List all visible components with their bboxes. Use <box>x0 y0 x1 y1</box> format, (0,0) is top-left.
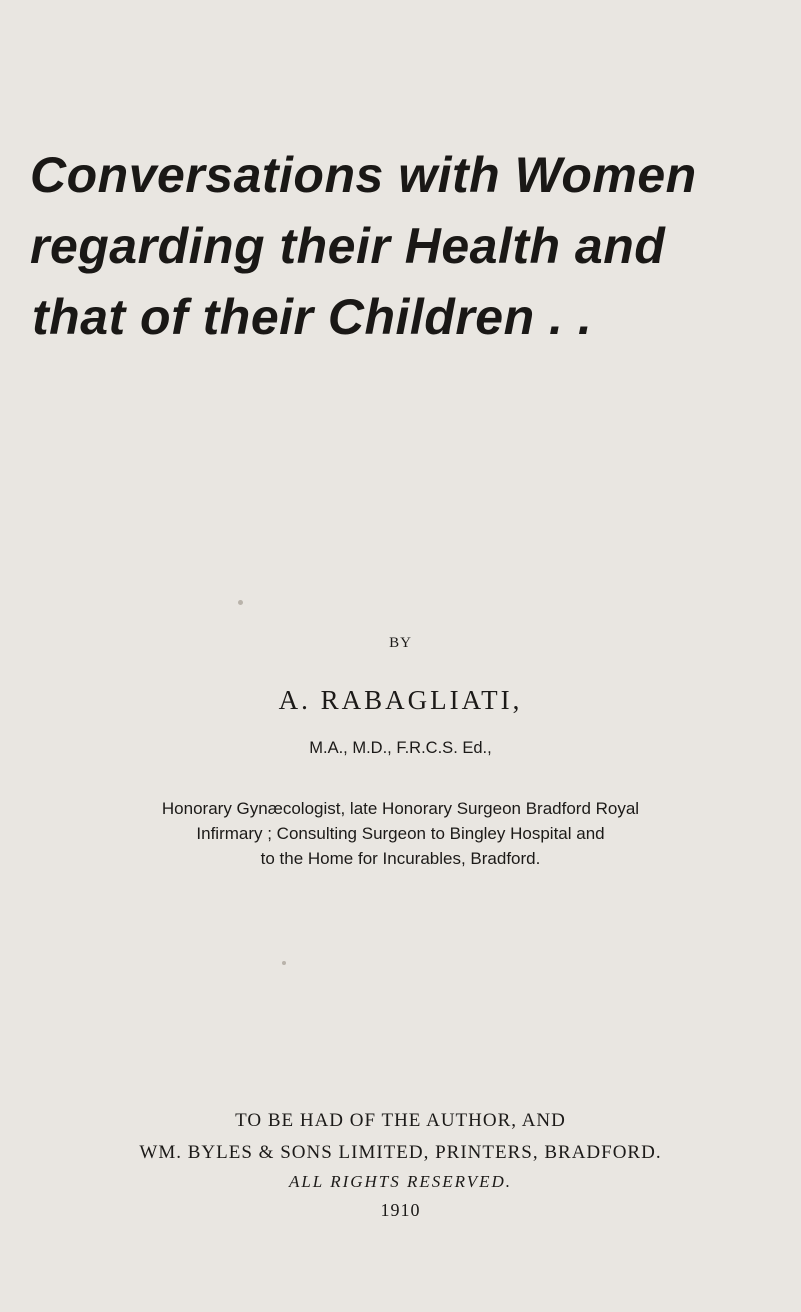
author-description <box>60 796 741 871</box>
publisher-line-1: TO BE HAD OF THE AUTHOR, AND <box>235 1110 566 1131</box>
byline: BY <box>389 635 412 651</box>
title-line-1: Conversations with Women <box>30 147 697 203</box>
paper-speck <box>238 600 243 605</box>
description-line-1: Honorary Gynæcologist, late Honorary Surgeon Bradford Royal <box>161 799 640 818</box>
description-line-3: to the Home for Incurables, Bradford. <box>260 849 541 868</box>
title-line-2: regarding their Health and <box>30 218 666 274</box>
description-line-2: Infirmary ; Consulting Surgeon to Bingley Hospital and <box>196 824 605 843</box>
rights-notice: ALL RIGHTS RESERVED. <box>288 1172 513 1191</box>
author-qualifications: M.A., M.D., F.R.C.S. Ed., <box>309 739 492 757</box>
author-name: A. RABAGLIATI, <box>278 685 523 715</box>
publication-year: 1910 <box>380 1200 421 1220</box>
book-title <box>30 140 770 353</box>
title-line-3: that of their Children . . <box>32 289 593 345</box>
paper-speck <box>282 961 286 965</box>
publisher-line-2: WM. BYLES & SONS LIMITED, PRINTERS, BRADFORD. <box>139 1142 662 1163</box>
